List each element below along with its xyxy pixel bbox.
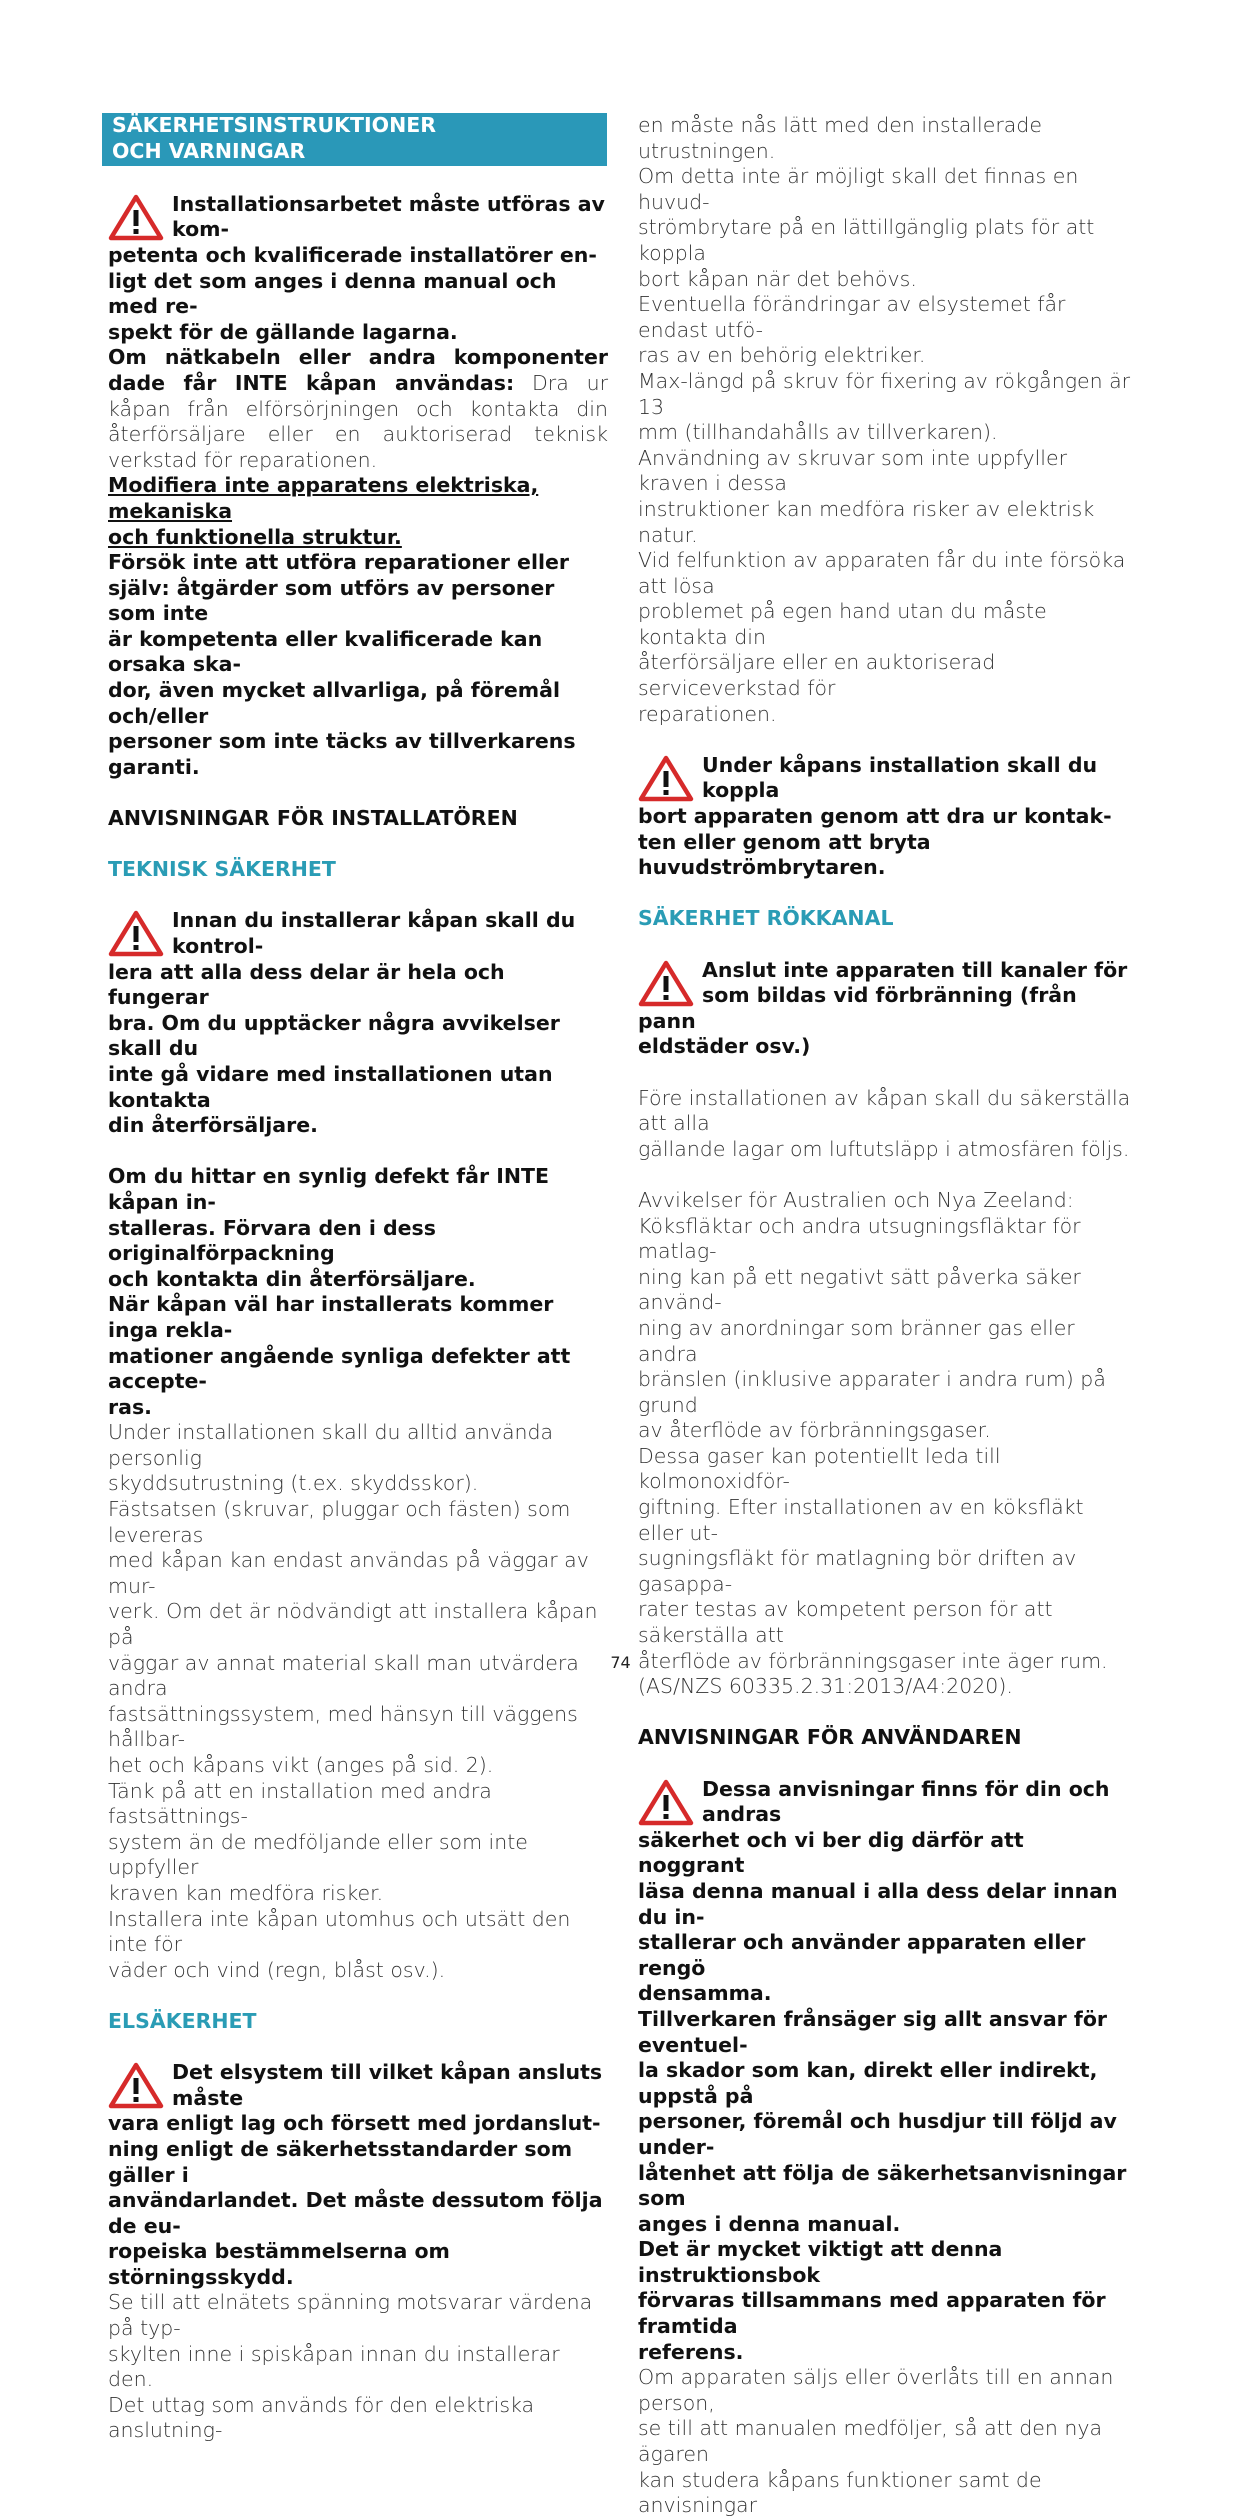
banner-line: OCH VARNINGAR: [112, 138, 306, 163]
text-line: spekt för de gällande lagarna.: [108, 319, 458, 344]
text-line: strömbrytare på en lättillgänglig plats för att koppla: [638, 215, 1095, 265]
text-line: stallerar och använder apparaten eller rengö: [638, 1930, 1086, 1980]
text-line: Eventuella förändringar av elsystemet får endast utfö-: [638, 292, 1066, 342]
text-line: vara enligt lag och försett med jordanslut-: [108, 2111, 601, 2136]
text-line: ning kan på ett negativt sätt påverka säker använd-: [638, 1264, 1081, 1315]
user-light-paragraph: [638, 2365, 1132, 2519]
text-line: personer som inte täcks av tillverkarens garanti.: [108, 729, 576, 779]
warning-installation: [108, 192, 608, 346]
text-line: rater testas av kompetent person för att säkerställa att: [638, 1597, 1053, 1648]
text-line: anges i denna manual.: [638, 2211, 901, 2236]
warning-user: [638, 1777, 1132, 2007]
text-line: Om du hittar en synlig defekt får INTE kåpan in-: [108, 1164, 550, 1214]
text-line: Avvikelser för Australien och Nya Zeeland:: [638, 1187, 1074, 1212]
text-line: Användning av skruvar som inte uppfyller kraven i dessa: [638, 445, 1068, 496]
user-bold-paragraph: [638, 2007, 1132, 2365]
text-line: av återflöde av förbränningsgaser.: [638, 1418, 991, 1443]
heading-flue-safety: SÄKERHET RÖKKANAL: [638, 906, 894, 931]
text-line: mationer angående synliga defekter att accepte-: [108, 1343, 571, 1394]
text-line: väder och vind (regn, blåst osv.).: [108, 1957, 446, 1982]
text-line: läsa denna manual i alla dess delar innan du in-: [638, 1878, 1118, 1929]
text-line: Installera inte kåpan utomhus och utsätt den inte för: [108, 1906, 571, 1957]
text-line: densamma.: [638, 1981, 772, 2006]
text-line: Det är mycket viktigt att denna instruktionsbok: [638, 2237, 1003, 2287]
text-line: skyddsutrustning (t.ex. skyddsskor).: [108, 1471, 479, 1496]
text-line: förvaras tillsammans med apparaten för framtida: [638, 2288, 1106, 2339]
text-line: Köksfläktar och andra utsugningsfläktar för matlag-: [638, 1213, 1081, 1264]
text-line: petenta och kvalificerade installatörer en-: [108, 242, 597, 267]
text-line: Under installationen skall du alltid använda personlig: [108, 1420, 554, 1470]
text-line: skylten inne i spiskåpan innan du installerar den.: [108, 2341, 560, 2392]
text-line: dor, även mycket allvarliga, på föremål och/eller: [108, 678, 560, 728]
text-line: Före installationen av kåpan skall du säkerställa att alla: [638, 1085, 1131, 1136]
text-line: med kåpan kan endast användas på väggar av mur-: [108, 1548, 589, 1598]
text-line: se till att manualen medföljer, så att den nya ägaren: [638, 2416, 1103, 2467]
text-line: bränslen (inklusive apparater i andra rum) på grund: [638, 1367, 1106, 1417]
flue-paragraph: [638, 1086, 1132, 1163]
heading-user-instructions: ANVISNINGAR FÖR ANVÄNDAREN: [638, 1725, 1022, 1750]
warning-triangle-icon: [108, 193, 164, 241]
warning-flue: [638, 958, 1132, 1060]
warning-triangle-icon: [638, 959, 694, 1007]
warning-check-parts: [108, 908, 608, 1138]
text-line: bort apparaten genom att dra ur kontak-: [638, 804, 1112, 829]
text-line: bra. Om du upptäcker några avvikelser skall du: [108, 1010, 560, 1061]
text-line: Dessa anvisningar finns för din och andras: [702, 1776, 1110, 1827]
text-line: giftning. Efter installationen av en köksfläkt eller ut-: [638, 1495, 1084, 1545]
warning-disconnect: [638, 753, 1132, 881]
cable-bold: Om nätkabeln eller andra komponenter dade får INTE kåpan användas:: [108, 345, 608, 395]
text-line: Tänk på att en installation med andra fastsättnings-: [108, 1778, 492, 1829]
text-line: en måste nås lätt med den installerade utrustningen.: [638, 113, 1042, 163]
text-line: Anslut inte apparaten till kanaler för: [702, 957, 1128, 982]
text-line: mm (tillhandahålls av tillverkaren).: [638, 420, 998, 445]
text-line: Installationsarbetet måste utföras av kom-: [172, 191, 605, 242]
warning-electrical-system: [108, 2060, 608, 2290]
warning-triangle-icon: [108, 909, 164, 957]
text-line: din återförsäljare.: [108, 1113, 318, 1138]
warning-triangle-icon: [108, 2061, 164, 2109]
text-line: problemet på egen hand utan du måste kontakta din: [638, 599, 1047, 649]
text-line: Under kåpans installation skall du koppla: [702, 752, 1098, 803]
left-column: [108, 113, 608, 2444]
text-line: Dessa gaser kan potentiellt leda till kolmonoxidför-: [638, 1443, 1001, 1494]
defect-paragraph: [108, 1164, 608, 1420]
text-line: instruktioner kan medföra risker av elektrisk natur.: [638, 496, 1095, 547]
warning-triangle-icon: [638, 1778, 694, 1826]
text-line: som bildas vid förbränning (från pann: [638, 983, 1077, 1033]
text-line: kan studera kåpans funktioner samt de anvisningar: [638, 2467, 1042, 2518]
right-column: [638, 113, 1132, 2519]
text-line: återflöde av förbränningsgaser inte äger rum.: [638, 1648, 1108, 1673]
text-line: ras av en behörig elektriker.: [638, 343, 926, 368]
cable-light: Dra ur kåpan från elförsörjningen och kontakta din återförsäljare eller en auktoriserad teknisk verkstad för reparationen.: [108, 370, 608, 472]
text-line: Det elsystem till vilket kåpan ansluts måste: [172, 2060, 603, 2110]
text-line: Tillverkaren frånsäger sig allt ansvar för eventuel-: [638, 2006, 1108, 2057]
text-line: Det uttag som används för den elektriska anslutning-: [108, 2392, 535, 2443]
text-line: Vid felfunktion av apparaten får du inte försöka att lösa: [638, 548, 1126, 598]
text-line: personer, föremål och husdjur till följd av under-: [638, 2109, 1117, 2159]
section-banner: [102, 113, 607, 166]
text-line: ropeiska bestämmelserna om störningsskydd.: [108, 2239, 450, 2289]
heading-installer: ANVISNINGAR FÖR INSTALLATÖREN: [108, 806, 518, 831]
text-line: het och kåpans vikt (anges på sid. 2).: [108, 1753, 494, 1777]
text-line: När kåpan väl har installerats kommer inga rekla-: [108, 1292, 554, 1342]
text-line: system än de medföljande eller som inte uppfyller: [108, 1829, 528, 1880]
banner-line: SÄKERHETSINSTRUKTIONER: [112, 113, 437, 137]
electrical-paragraph: [108, 2290, 608, 2444]
australia-paragraph: [638, 1188, 1132, 1700]
text-line: är kompetenta eller kvalificerade kan orsaka ska-: [108, 626, 543, 677]
text-line: Se till att elnätets spänning motsvarar värdena på typ-: [108, 2290, 593, 2341]
text-line: säkerhet och vi ber dig därför att noggrant: [638, 1827, 1024, 1878]
text-line: låtenhet att följa de säkerhetsanvisningar som: [638, 2160, 1127, 2211]
text-line: själv: åtgärder som utförs av personer som inte: [108, 575, 555, 626]
text-line: och kontakta din återförsäljare.: [108, 1266, 476, 1291]
text-line: Innan du installerar kåpan skall du kontrol-: [172, 908, 576, 958]
text-line: återförsäljare eller en auktoriserad serviceverkstad för: [638, 650, 996, 701]
text-line: reparationen.: [638, 701, 777, 726]
page-number: 74: [610, 1653, 631, 1672]
modify-line: Modifiera inte apparatens elektriska, mekaniska: [108, 473, 539, 523]
modify-line: och funktionella struktur.: [108, 524, 402, 549]
text-line: användarlandet. Det måste dessutom följa de eu-: [108, 2188, 603, 2238]
heading-technical-safety: TEKNISK SÄKERHET: [108, 857, 336, 882]
text-line: referens.: [638, 2339, 744, 2364]
text-line: Försök inte att utföra reparationer eller: [108, 550, 570, 575]
text-line: fastsättningssystem, med hänsyn till väggens hållbar-: [108, 1701, 578, 1752]
text-line: la skador som kan, direkt eller indirekt, uppstå på: [638, 2058, 1098, 2108]
repair-warning: [108, 550, 608, 780]
text-line: sugningsfläkt för matlagning bör driften av gasappa-: [638, 1546, 1077, 1596]
text-line: eldstäder osv.): [638, 1034, 811, 1059]
installation-paragraph: [108, 1420, 608, 1983]
heading-electrical-safety: ELSÄKERHET: [108, 2008, 257, 2033]
text-line: gällande lagar om luftutsläpp i atmosfären följs.: [638, 1136, 1130, 1161]
text-line: Om apparaten säljs eller överlåts till en annan person,: [638, 2365, 1114, 2415]
text-line: inte gå vidare med installationen utan kontakta: [108, 1061, 553, 1112]
text-line: Fästsatsen (skruvar, pluggar och fästen) som levereras: [108, 1497, 571, 1547]
text-line: bort kåpan när det behövs.: [638, 266, 917, 291]
text-line: (AS/NZS 60335.2.31:2013/A4:2020).: [638, 1674, 1013, 1699]
text-line: ligt det som anges i denna manual och med re-: [108, 268, 557, 319]
text-line: ning av anordningar som bränner gas eller andra: [638, 1315, 1075, 1366]
text-line: ning enligt de säkerhetsstandarder som gäller i: [108, 2136, 573, 2187]
text-line: kraven kan medföra risker.: [108, 1880, 384, 1905]
text-line: ras.: [108, 1394, 152, 1419]
text-line: verk. Om det är nödvändigt att installera kåpan på: [108, 1599, 598, 1650]
text-line: ten eller genom att bryta huvudströmbrytaren.: [638, 829, 931, 880]
cable-paragraph: [108, 345, 608, 473]
text-line: Max-längd på skruv för fixering av rökgången är 13: [638, 368, 1131, 419]
text-line: väggar av annat material skall man utvärdera andra: [108, 1650, 579, 1701]
text-line: Om detta inte är möjligt skall det finnas en huvud-: [638, 164, 1079, 214]
warning-triangle-icon: [638, 754, 694, 802]
text-line: stalleras. Förvara den i dess originalförpackning: [108, 1215, 436, 1266]
continuation-paragraph: [638, 113, 1132, 727]
text-line: lera att alla dess delar är hela och fungerar: [108, 959, 505, 1010]
